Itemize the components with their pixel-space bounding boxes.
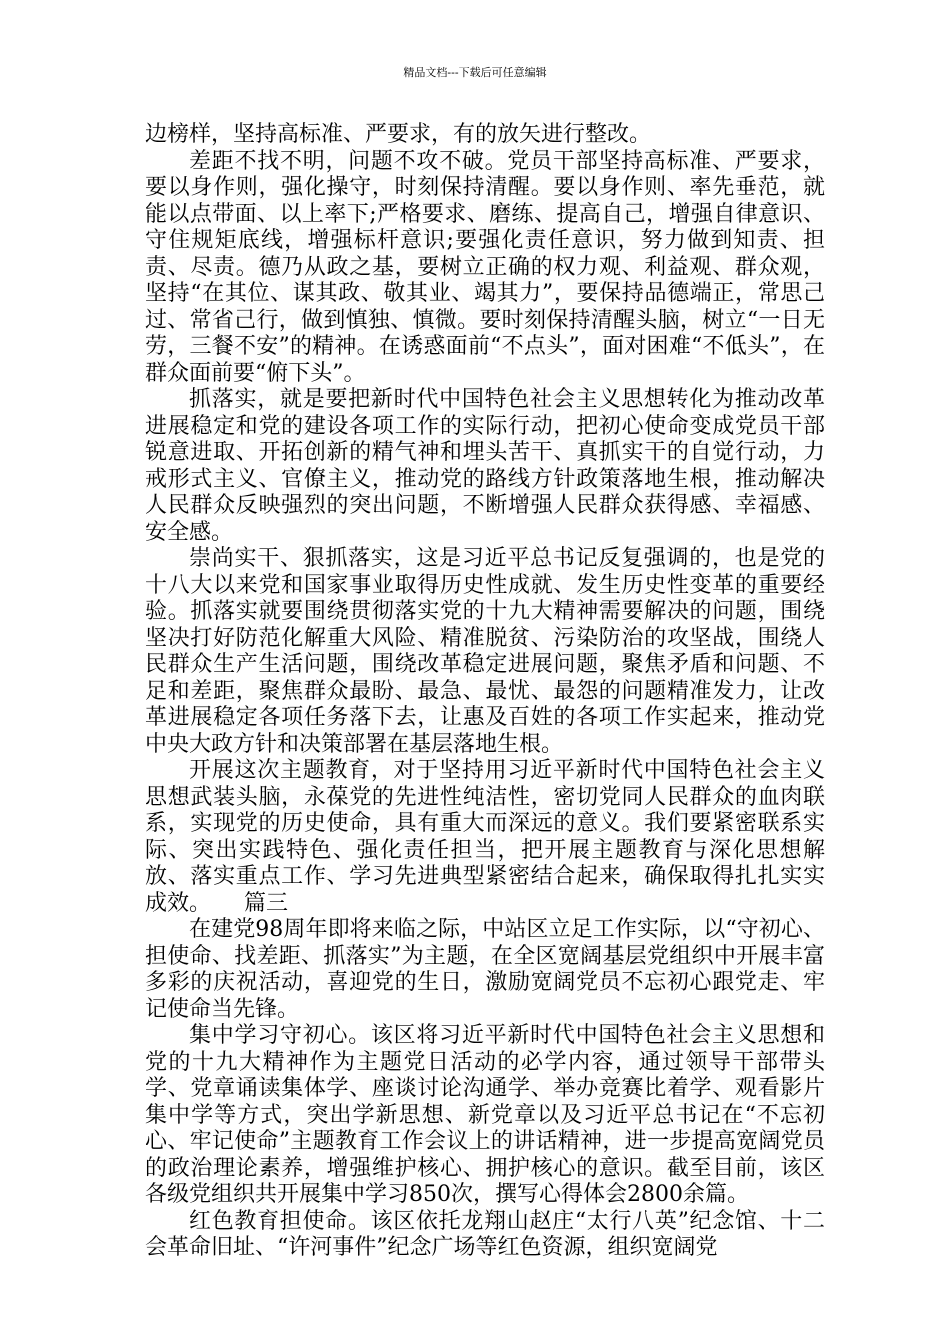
paragraph: 抓落实，就是要把新时代中国特色社会主义思想转化为推动改革进展稳定和党的建设各项工作的实际行动，把初心使命变成党员干部锐意进取、开拓创新的精气神和埋头苦干、真抓实干的自觉行动，力戒形式主义、官僚主义，推动党的路线方针政策落地生根，推动解决人民群众反映强烈的突出问题，不断增强人民群众获得感、幸福感、安全感。 — [145, 387, 825, 545]
paragraph: 崇尚实干、狠抓落实，这是习近平总书记反复强调的，也是党的十八大以来党和国家事业取得历史性成就、发生历史性变革的重要经验。抓落实就要围绕贯彻落实党的十九大精神需要解决的问题，围绕坚决打好防范化解重大风险、精准脱贫、污染防治的攻坚战，围绕人民群众生产生活问题，围绕改革稳定进展问题，聚焦矛盾和问题、不足和差距，聚焦群众最盼、最急、最忧、最怨的问题精准发力，让改革进展稳定各项任务落下去，让惠及百姓的各项工作实起来，推动党中央大政方针和决策部署在基层落地生根。 — [145, 546, 825, 757]
paragraph: 边榜样，坚持高标准、严要求，有的放矢进行整改。 — [145, 122, 652, 147]
paragraph: 集中学习守初心。该区将习近平新时代中国特色社会主义思想和党的十九大精神作为主题党日活动的必学内容，通过领导干部带头学、党章诵读集体学、座谈讨论沟通学、举办竞赛比着学、观看影片集中学等方式，突出学新思想、新党章以及习近平总书记在“不忘初心、牢记使命”主题教育工作会议上的讲话精神，进一步提高宽阔党员的政治理论素养，增强维护核心、拥护核心的意识。截至目前，该区各级党组织共开展集中学习850次，撰写心得体会2800余篇。 — [145, 1023, 825, 1207]
paragraph: 在建党98周年即将来临之际，中站区立足工作实际，以“守初心、担使命、找差距、抓落实”为主题，在全区宽阔基层党组织中开展丰富多彩的庆祝活动，喜迎党的生日，激励宽阔党员不忘初心跟党走、牢记使命当先锋。 — [145, 917, 825, 1022]
page-header: 精品文档---下载后可任意编辑 — [403, 66, 547, 79]
paragraph: 开展这次主题教育，对于坚持用习近平新时代中国特色社会主义思想武装头脑，永葆党的先进性纯洁性，密切党同人民群众的血肉联系，实现党的历史使命，具有重大而深远的意义。我们要紧密联系实际、突出实践特色、强化责任担当，把开展主题教育与深化思想解放、落实重点工作、学习先进典型紧密结合起来，确保取得扎扎实实成效。 篇三 — [145, 758, 825, 916]
paragraph: 差距不找不明，问题不攻不破。党员干部坚持高标准、严要求，要以身作则，强化操守，时刻保持清醒。要以身作则、率先垂范，就能以点带面、以上率下;严格要求、磨练、提高自己，增强自律意识、守住规矩底线，增强标杆意识;要强化责任意识，努力做到知责、担责、尽责。德乃从政之基，要树立正确的权力观、利益观、群众观，坚持“在其位、谋其政、敬其业、竭其力”，要保持品德端正，常思己过、常省己行，做到慎独、慎微。要时刻保持清醒头脑，树立“一日无劳，三餐不安”的精神。在诱惑面前“不点头”，面对困难“不低头”，在群众面前要“俯下头”。 — [145, 148, 825, 386]
paragraph: 红色教育担使命。该区依托龙翔山赵庄“太行八英”纪念馆、十二会革命旧址、“许河事件”纪念广场等红色资源，组织宽阔党 — [145, 1208, 825, 1260]
document-body — [145, 122, 825, 1262]
